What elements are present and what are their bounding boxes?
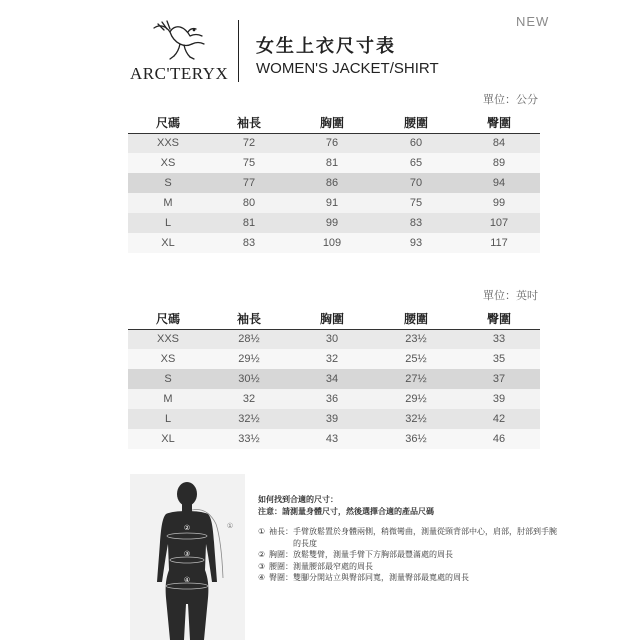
guide-item-name: 袖長： xyxy=(269,527,293,536)
table-cell: 109 xyxy=(290,233,374,253)
table-cell: 27½ xyxy=(374,369,458,389)
header-waist: 腰圍 xyxy=(374,309,458,329)
table-cell: 32½ xyxy=(374,409,458,429)
table-cell: 60 xyxy=(374,133,458,153)
new-badge: NEW xyxy=(516,14,550,29)
guide-item-desc: 手臂放鬆置於身體兩側，稍微彎曲，測量從頸背部中心，肩部，肘部到手腕的長度 xyxy=(293,527,557,548)
body-measurement-figure xyxy=(130,474,245,640)
table-cell: 32 xyxy=(290,349,374,369)
table-cell: 39 xyxy=(290,409,374,429)
guide-item-name: 腰圍： xyxy=(269,561,293,571)
guide-item xyxy=(258,549,558,561)
table-cell: XL xyxy=(128,429,208,449)
page-title-en: WOMEN'S JACKET/SHIRT xyxy=(256,60,439,77)
size-table-inch xyxy=(128,309,540,449)
guide-item xyxy=(258,572,558,584)
table-cell: 117 xyxy=(458,233,540,253)
table-cell: 65 xyxy=(374,153,458,173)
header-hip: 臀圍 xyxy=(458,113,540,133)
table-cell: 42 xyxy=(458,409,540,429)
table-cell: 39 xyxy=(458,389,540,409)
table-cell: 29½ xyxy=(208,349,290,369)
table-cell: 37 xyxy=(458,369,540,389)
table-cell: 30 xyxy=(290,329,374,349)
table-header-row xyxy=(128,113,540,133)
header-size: 尺碼 xyxy=(128,309,208,329)
table-row xyxy=(128,369,540,389)
guide-item-desc: 雙腳分開站立與臀部同寬，測量臀部最寬處的周長 xyxy=(293,573,469,582)
table-cell: 29½ xyxy=(374,389,458,409)
archaeopteryx-icon xyxy=(150,18,206,62)
table-cell: 25½ xyxy=(374,349,458,369)
guide-item-desc: 放鬆雙臂，測量手臂下方胸部最豐滿處的周長 xyxy=(293,550,453,559)
header-chest: 胸圍 xyxy=(290,309,374,329)
header-waist: 腰圍 xyxy=(374,113,458,133)
unit-label-inch: 單位：英吋 xyxy=(483,289,538,302)
brand-name: ARC'TERYX xyxy=(130,64,229,83)
table-row xyxy=(128,193,540,213)
table-row xyxy=(128,329,540,349)
table-cell: 33½ xyxy=(208,429,290,449)
measurement-guide xyxy=(258,494,558,584)
table-cell: 36½ xyxy=(374,429,458,449)
guide-item-name: 臀圍： xyxy=(269,573,293,582)
guide-item-number: ④ xyxy=(258,573,266,582)
table-row xyxy=(128,213,540,233)
table-cell: 107 xyxy=(458,213,540,233)
table-cell: 84 xyxy=(458,133,540,153)
body-silhouette-icon xyxy=(130,474,245,640)
table-cell: 89 xyxy=(458,153,540,173)
marker-hip: ④ xyxy=(183,576,191,584)
table-cell: 83 xyxy=(374,213,458,233)
table-cell: 99 xyxy=(458,193,540,213)
guide-note: 注意：請測量身體尺寸，然後選擇合適的產品尺碼 xyxy=(258,506,434,516)
marker-chest: ② xyxy=(183,524,191,532)
table-cell: 36 xyxy=(290,389,374,409)
table-cell: 32 xyxy=(208,389,290,409)
unit-label-cm: 單位：公分 xyxy=(483,93,538,106)
guide-item-number: ② xyxy=(258,550,266,559)
table-cell: 81 xyxy=(290,153,374,173)
table-cell: XL xyxy=(128,233,208,253)
table-cell: 86 xyxy=(290,173,374,193)
table-cell: XS xyxy=(128,153,208,173)
marker-waist: ③ xyxy=(183,550,191,558)
table-cell: XXS xyxy=(128,133,208,153)
guide-item-number: ① xyxy=(258,527,266,536)
table-header-row xyxy=(128,309,540,329)
table-cell: 23½ xyxy=(374,329,458,349)
guide-item-number: ③ xyxy=(258,561,266,571)
table-cell: 94 xyxy=(458,173,540,193)
table-cell: XXS xyxy=(128,329,208,349)
table-row xyxy=(128,429,540,449)
table-cell: 35 xyxy=(458,349,540,369)
table-cell: L xyxy=(128,213,208,233)
table-row xyxy=(128,153,540,173)
header-size: 尺碼 xyxy=(128,113,208,133)
table-row xyxy=(128,389,540,409)
table-cell: 34 xyxy=(290,369,374,389)
header-chest: 胸圍 xyxy=(290,113,374,133)
table-row xyxy=(128,233,540,253)
table-cell: 75 xyxy=(208,153,290,173)
table-row xyxy=(128,349,540,369)
table-cell: 91 xyxy=(290,193,374,213)
table-cell: 30½ xyxy=(208,369,290,389)
table-cell: L xyxy=(128,409,208,429)
guide-item xyxy=(258,526,558,549)
page-title-zh: 女生上衣尺寸表 xyxy=(256,36,396,57)
table-row xyxy=(128,173,540,193)
table-cell: 72 xyxy=(208,133,290,153)
table-cell: 77 xyxy=(208,173,290,193)
guide-title: 如何找到合適的尺寸： xyxy=(258,495,338,504)
table-cell: 43 xyxy=(290,429,374,449)
table-row xyxy=(128,133,540,153)
table-cell: 76 xyxy=(290,133,374,153)
table-cell: M xyxy=(128,193,208,213)
guide-item xyxy=(258,561,558,573)
table-cell: 70 xyxy=(374,173,458,193)
table-cell: 80 xyxy=(208,193,290,213)
table-cell: M xyxy=(128,389,208,409)
guide-item-desc: 測量腰部最窄處的周長 xyxy=(293,561,373,571)
table-cell: S xyxy=(128,369,208,389)
brand-logo xyxy=(130,18,229,84)
table-cell: XS xyxy=(128,349,208,369)
table-cell: 81 xyxy=(208,213,290,233)
header-sleeve: 袖長 xyxy=(208,113,290,133)
header-divider xyxy=(238,20,239,82)
table-cell: 93 xyxy=(374,233,458,253)
table-row xyxy=(128,409,540,429)
table-cell: 83 xyxy=(208,233,290,253)
table-cell: 28½ xyxy=(208,329,290,349)
header-hip: 臀圍 xyxy=(458,309,540,329)
size-table-cm xyxy=(128,113,540,253)
table-cell: 33 xyxy=(458,329,540,349)
table-cell: 32½ xyxy=(208,409,290,429)
table-cell: 99 xyxy=(290,213,374,233)
table-cell: 75 xyxy=(374,193,458,213)
marker-sleeve: ① xyxy=(226,522,234,530)
guide-item-name: 胸圍： xyxy=(269,550,293,559)
table-cell: 46 xyxy=(458,429,540,449)
header-sleeve: 袖長 xyxy=(208,309,290,329)
table-cell: S xyxy=(128,173,208,193)
